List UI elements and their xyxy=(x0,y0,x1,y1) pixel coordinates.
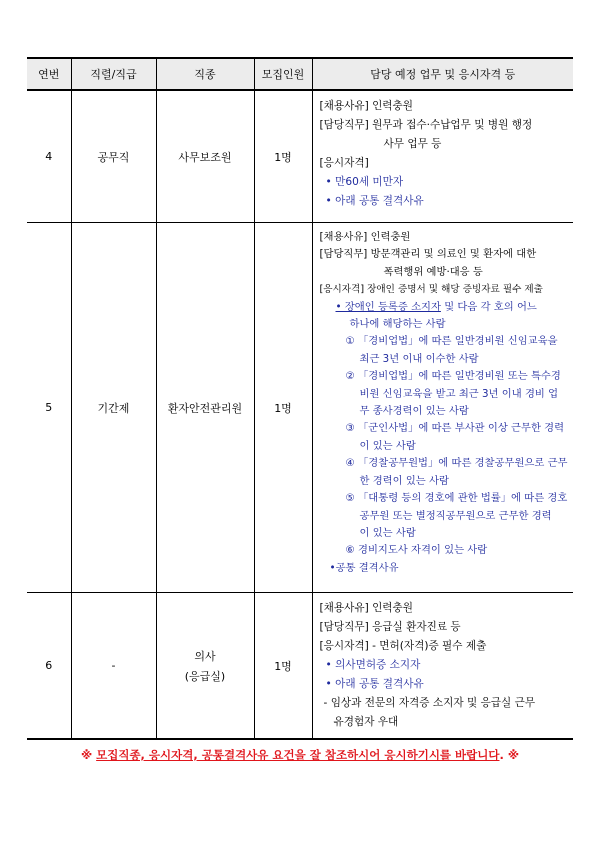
desc-bullet: • 아래 공통 결격사유 xyxy=(325,678,424,690)
cell-job: 사무보조원 xyxy=(156,90,254,223)
desc-line: [채용사유] 인력충원 xyxy=(319,100,414,112)
cell-job: 환자안전관리원 xyxy=(156,223,254,593)
table-row xyxy=(27,90,573,223)
header-series: 직렬/직급 xyxy=(71,58,156,90)
desc-line: [채용사유] 인력충원 xyxy=(319,231,411,243)
cell-count: 1명 xyxy=(254,223,312,593)
desc-bullet: • 만60세 미만자 xyxy=(325,176,404,188)
desc-bullet: •공통 결격사유 xyxy=(329,561,399,574)
desc-line: 비원 신임교육을 받고 최근 3년 이내 경비 업 xyxy=(359,387,559,400)
cell-seq: 6 xyxy=(27,593,71,740)
desc-numbered: ④ 「경찰공무원법」에 따른 경찰공무원으로 근무 xyxy=(345,457,568,470)
desc-numbered: ⑤ 「대통령 등의 경호에 관한 법률」에 따른 경호 xyxy=(345,492,568,505)
table-header-row xyxy=(27,58,573,90)
desc-bullet: • 아래 공통 결격사유 xyxy=(325,195,424,207)
desc-bullet: • 장애인 등록증 소지자 및 다음 각 호의 어느 xyxy=(335,300,537,313)
cell-job-title: 의사 xyxy=(194,649,216,663)
desc-line: [담당직무] 방문객관리 및 의료인 및 환자에 대한 xyxy=(319,248,537,261)
header-seq: 연번 xyxy=(27,58,71,90)
desc-line: 이 있는 사람 xyxy=(359,439,416,452)
cell-seq: 4 xyxy=(27,90,71,223)
desc-line: 공무원 또는 별정직공무원으로 근무한 경력 xyxy=(359,509,552,522)
desc-line: [담당직무] 원무과 접수·수납업무 및 병원 행정 xyxy=(319,119,533,131)
table-row xyxy=(27,223,573,593)
desc-line: [담당직무] 응급실 환자진료 등 xyxy=(319,621,461,633)
cell-description xyxy=(312,90,573,223)
desc-line: [응시자격] 장애인 증명서 및 해당 증빙자료 필수 제출 xyxy=(319,284,543,296)
desc-line: [채용사유] 인력충원 xyxy=(319,602,414,614)
cell-seq: 5 xyxy=(27,223,71,593)
desc-bullet: • 의사면허증 소지자 xyxy=(325,659,421,671)
desc-numbered: ⑥ 경비지도사 자격이 있는 사람 xyxy=(345,544,488,557)
cell-description xyxy=(312,223,573,593)
desc-line: 하나에 해당하는 사람 xyxy=(349,318,446,331)
desc-numbered: ① 「경비업법」에 따른 일반경비원 신임교육을 xyxy=(345,335,558,348)
cell-series: 공무직 xyxy=(71,90,156,223)
table-row xyxy=(27,593,573,740)
desc-line: 폭력행위 예방·대응 등 xyxy=(383,265,483,278)
cell-description xyxy=(312,593,573,740)
desc-numbered: ② 「경비업법」에 따른 일반경비원 또는 특수경 xyxy=(345,370,561,383)
cell-count: 1명 xyxy=(254,90,312,223)
recruitment-table xyxy=(27,57,573,740)
cell-series: 기간제 xyxy=(71,223,156,593)
header-description: 담당 예정 업무 및 응시자격 등 xyxy=(312,58,573,90)
cell-job xyxy=(156,593,254,740)
cell-count: 1명 xyxy=(254,593,312,740)
desc-line: 한 경력이 있는 사람 xyxy=(359,474,449,487)
desc-line: 유경험자 우대 xyxy=(333,716,399,728)
cell-job-subtitle: (응급실) xyxy=(184,669,226,683)
desc-line: 최근 3년 이내 이수한 사람 xyxy=(359,352,479,365)
desc-numbered: ③ 「군인사법」에 따른 부사관 이상 근무한 경력 xyxy=(345,422,565,435)
desc-line: 무 종사경력이 있는 사람 xyxy=(359,405,469,418)
desc-line: 이 있는 사람 xyxy=(359,526,416,539)
notice-text: ※ 모집직종, 응시자격, 공통결격사유 요건을 잘 참조하시어 응시하기시를 바랍니다. ※ xyxy=(80,748,520,762)
desc-line: [응시자격] xyxy=(319,157,369,169)
header-count: 모집인원 xyxy=(254,58,312,90)
desc-line: 사무 업무 등 xyxy=(383,138,442,150)
cell-series: - xyxy=(71,593,156,740)
header-job: 직종 xyxy=(156,58,254,90)
desc-line: - 임상과 전문의 자격증 소지자 및 응급실 근무 xyxy=(323,697,536,709)
desc-line: [응시자격] - 면허(자격)증 필수 제출 xyxy=(319,640,487,652)
